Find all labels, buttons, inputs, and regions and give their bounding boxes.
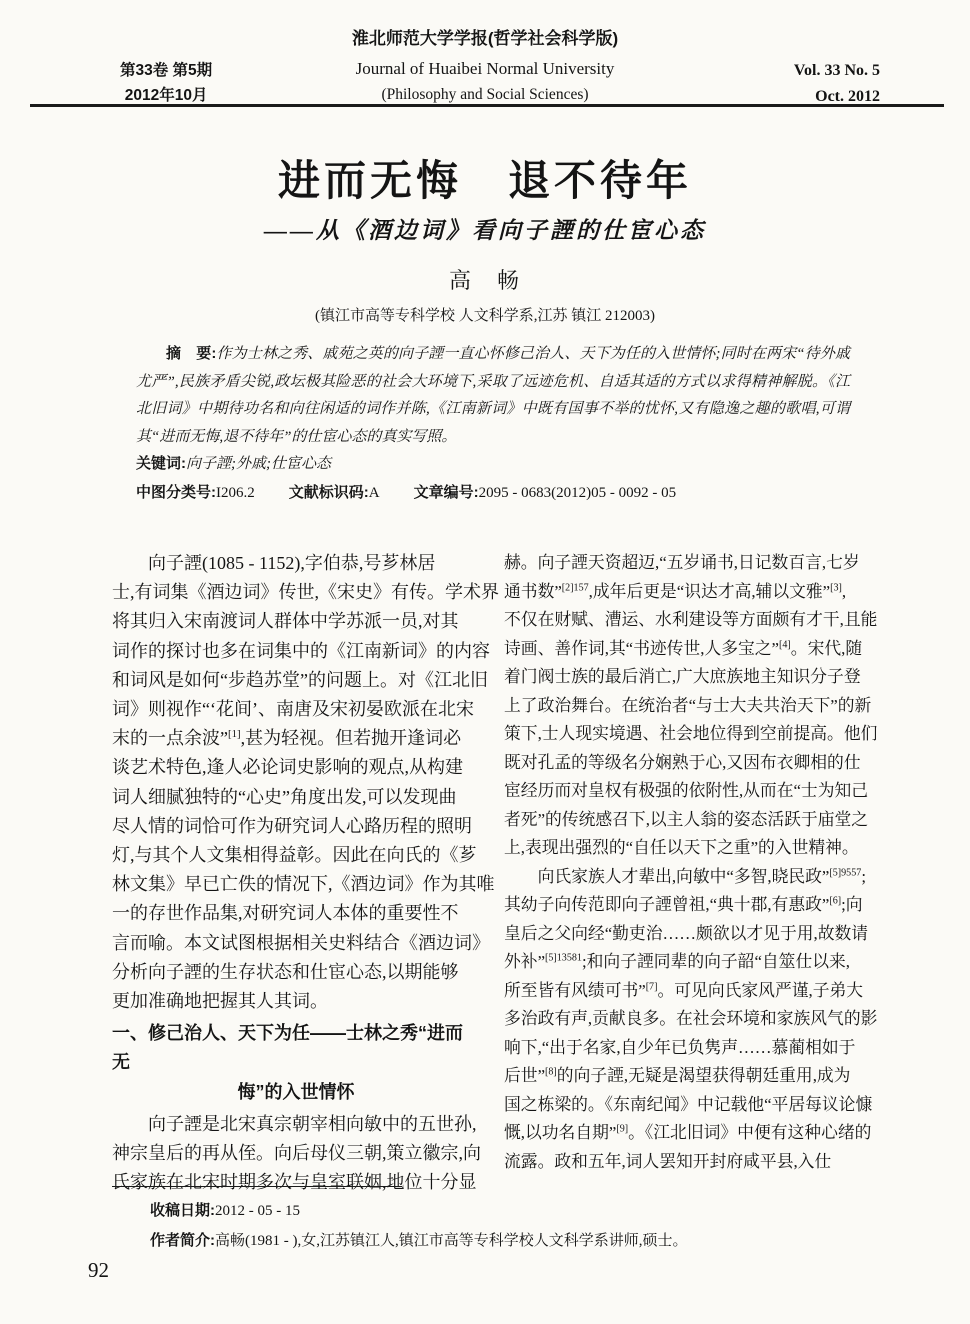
text-line: 和词风是如何“步趋苏堂”的问题上。对《江北旧: [112, 669, 488, 690]
footer-notes: [150, 1196, 688, 1256]
text-line: 多治政有声,贡献良多。在社会环境和家族风气的影: [504, 1009, 878, 1028]
text-line: 所至皆有风绩可书”[7]。可见向氏家风严谨,子弟大: [504, 980, 864, 1000]
paragraph: [504, 863, 878, 1177]
journal-name-cn: 淮北师范大学学报(哲学社会科学版): [351, 29, 619, 48]
text-line: 词作的探讨也多在词集中的《江南新词》的内容: [112, 640, 490, 661]
text-line: 上了政治舞台。在统治者“与士大夫共治天下”的新: [504, 695, 872, 715]
text-line: 氏家族在北宋时期多次与皇室联姻,地位十分显: [112, 1172, 477, 1193]
text-line: 通书数”$^{[2]157}$,成年后更是“识达才高,辅以文雅”[3],: [504, 581, 847, 601]
volume-line-cn: 第33卷 第5期: [120, 62, 213, 79]
text-line: 国之栋梁的。《东南纪闻》中记载他“平居每议论慷: [504, 1094, 873, 1114]
text-line: 言而喻。本文试图根据相关史料结合《酒边词》: [112, 932, 490, 953]
header-double-rule: [30, 104, 944, 107]
received-date-value: 2012 - 05 - 15: [215, 1203, 300, 1219]
article-title: 进而无悔 退不待年: [277, 159, 692, 205]
text-line: 后世”[8]的向子諲,无疑是渴望获得朝廷重用,成为: [504, 1066, 851, 1085]
text-line: 词人细腻独特的“心史”角度出发,可以发现曲: [112, 786, 457, 807]
text-line: 尽人情的词恰可作为研究词人心路历程的照明: [112, 815, 472, 836]
article-subtitle: ——从《酒边词》看向子諲的仕宦心态: [264, 218, 706, 243]
journal-subname-en: (Philosophy and Social Sciences): [381, 86, 589, 103]
doc-code-label: 文献标识码:: [288, 484, 369, 501]
abstract-text: 作为士林之秀、戚苑之英的向子諲一直心怀修己治人、天下为任的入世情怀;同时在两宋“待外戚尤严”,民族矛盾尖锐,政坛极其险恶的社会大环境下,采取了远迹危机、自适其适的方式以求得精神解脱。《江北旧词》中期待功名和向往闲适的词作并陈,《江南新词》中既有国事不举的忧怀,又有隐逸之趣的歌唱,可谓其“进而无悔,退不待年”的仕宦心态的真实写照。: [136, 346, 851, 445]
date-line-en: Oct. 2012: [815, 88, 880, 105]
paragraph: [112, 549, 499, 1016]
article-body: [112, 549, 878, 1193]
text-line: 谈艺术特色,逢人必论词史影响的观点,从构建: [112, 757, 463, 778]
author-bio-text: 高畅(1981 - ),女,江苏镇江人,镇江市高等专科学校人文科学系讲师,硕士。: [215, 1233, 688, 1249]
text-line: 分析向子諲的生存状态和仕宦心态,以期能够: [112, 961, 459, 982]
text-line: 将其归入宋南渡词人群体中学苏派一员,对其: [112, 611, 459, 632]
article-id-value: 2095 - 0683(2012)05 - 0092 - 05: [478, 485, 677, 501]
text-line: 流露。政和五年,词人罢知开封府咸平县,入仕: [504, 1151, 832, 1171]
keywords-label: 关键词:: [136, 455, 186, 472]
body-right-column: [504, 549, 878, 1181]
author-bio-line: [150, 1226, 688, 1256]
text-line: 上,表现出强烈的“自任以天下之重”的入世精神。: [504, 838, 859, 857]
text-line: 响下,“出于名家,自少年已负隽声……慕蔺相如于: [504, 1037, 856, 1057]
text-line: 既对孔孟的等级名分娴熟于心,又因布衣卿相的仕: [504, 752, 861, 772]
text-line: 灯,与其个人文集相得益彰。因此在向氏的《芗: [112, 845, 477, 866]
page-number: 92: [88, 1258, 109, 1282]
paragraph: [504, 549, 878, 863]
clc-value: I206.2: [216, 485, 255, 501]
text-line: 者死”的传统感召下,以主人翁的姿态活跃于庙堂之: [504, 809, 869, 829]
author-bio-label: 作者简介:: [150, 1232, 215, 1249]
volume-line-en: Vol. 33 No. 5: [793, 62, 880, 79]
abstract-label: 摘 要:: [166, 345, 217, 362]
text-line: 词》则视作“‘花间’、南唐及宋初晏欧派在北宋: [112, 699, 474, 720]
author-affiliation: (镇江市高等专科学校 人文科学系,江苏 镇江 212003): [315, 308, 655, 324]
paragraph: [112, 1110, 480, 1198]
text-line: 着门阀士族的最后消亡,广大庶族地主知识分子登: [504, 667, 861, 686]
footnote-rule: [112, 1186, 402, 1187]
text-line: 向子諲(1085 - 1152),字伯恭,号芗林居: [148, 553, 436, 573]
article-id-label: 文章编号:: [413, 484, 479, 501]
text-line: 宦经历而对皇权有极强的依附性,从而在“士为知己: [504, 781, 869, 800]
journal-name-en: Journal of Huaibei Normal University: [355, 59, 615, 78]
text-line: 向氏家族人才辈出,向敏中“多智,晓民政”$^{[5]9557}$;: [537, 866, 866, 886]
text-line: 诗画、善作词,其“书迹传世,人多宝之”[4]。宋代,随: [504, 638, 863, 658]
text-line: 士,有词集《酒边词》传世,《宋史》有传。学术界: [112, 582, 499, 603]
text-line: 皇后之父向经“勤吏治……颇欲以才见于用,故数请: [504, 923, 869, 943]
text-line: 更加准确地把握其人其词。: [112, 991, 328, 1012]
text-line: 林文集》早已亡佚的情况下,《酒边词》作为其唯: [112, 874, 495, 895]
text-line: 末的一点余波”[1],甚为轻视。但若抛开逢词必: [112, 728, 462, 749]
body-left-column: [112, 549, 499, 1193]
text-line: 神宗皇后的再从侄。向后母仪三朝,策立徽宗,向: [112, 1143, 481, 1164]
text-line: 赫。向子諲天资超迈,“五岁诵书,日记数百言,七岁: [504, 553, 860, 572]
doc-code-value: A: [368, 485, 380, 501]
clc-label: 中图分类号:: [136, 484, 216, 501]
received-date-label: 收稿日期:: [150, 1202, 215, 1219]
text-line: 慨,以功名自期”[9]。《江北旧词》中便有这种心绪的: [504, 1123, 872, 1142]
date-line-cn: 2012年10月: [124, 87, 208, 104]
section-heading: [112, 1019, 480, 1107]
volume-info-en: [794, 58, 880, 110]
text-line: 不仅在财赋、漕运、水利建设等方面颇有才干,且能: [504, 610, 878, 629]
classification-line: [136, 481, 850, 502]
text-line: 向子諲是北宋真宗朝宰相向敏中的五世孙,: [148, 1113, 477, 1134]
text-line: 外补”$^{[5]13581}$;和向子諲同辈的向子韶“自筮仕以来,: [504, 952, 850, 971]
text-line: 一的存世作品集,对研究词人本体的重要性不: [112, 903, 459, 924]
keywords-text: 向子諲;外戚;仕宦心态: [186, 456, 331, 472]
section-heading-line1: 一、修己治人、天下为任——士林之秀“进而无: [112, 1023, 463, 1073]
keywords-line: [136, 452, 850, 473]
section-heading-line2: 悔”的入世情怀: [237, 1081, 355, 1102]
text-line: 其幼子向传范即向子諲曾祖,“典十郡,有惠政”[6];向: [504, 895, 863, 914]
author-name: 高 畅: [448, 268, 521, 293]
received-date-line: [150, 1196, 688, 1226]
text-line: 策下,士人现实境遇、社会地位得到空前提高。他们: [504, 724, 878, 743]
abstract: [136, 340, 850, 451]
